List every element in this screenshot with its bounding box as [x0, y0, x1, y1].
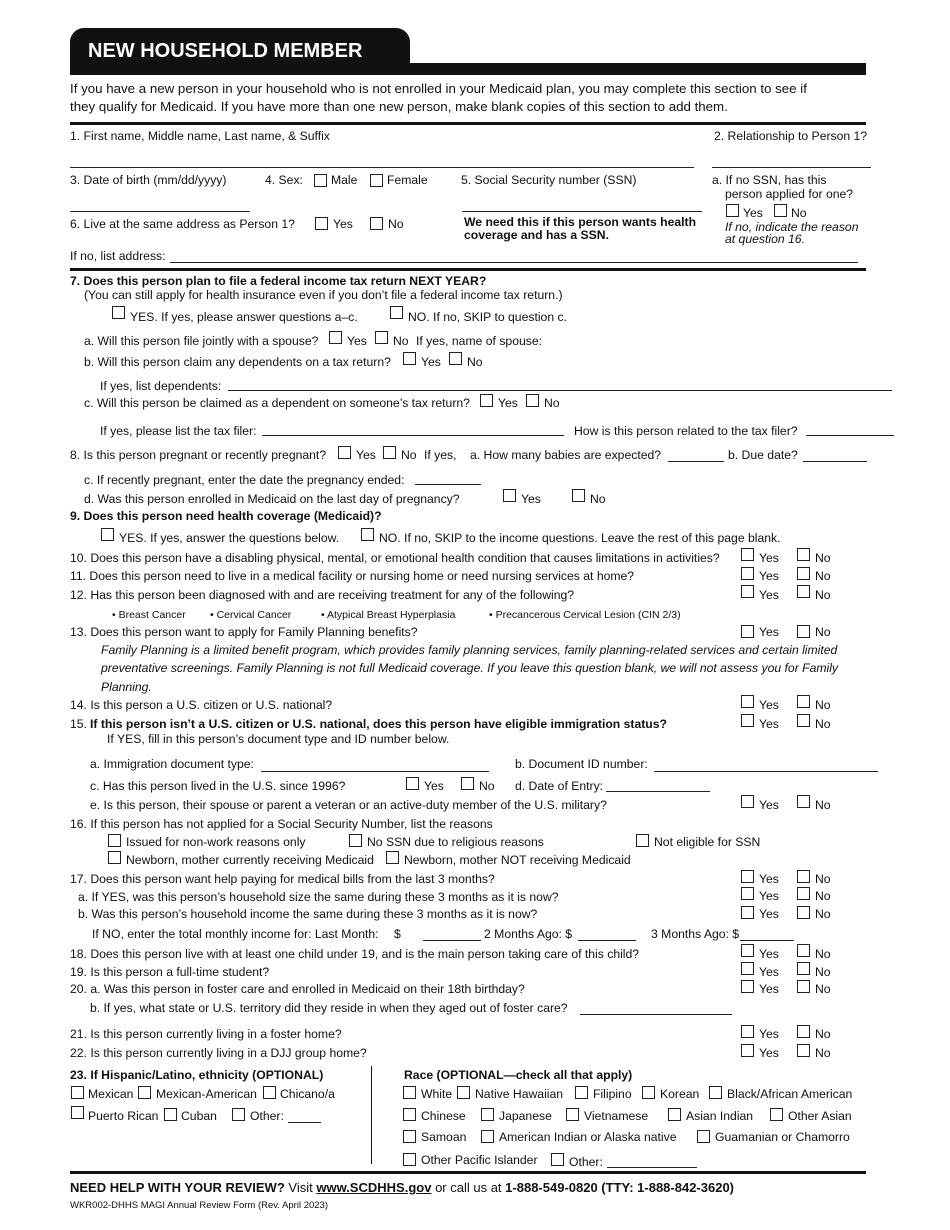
q8d-yes-checkbox[interactable] — [503, 489, 516, 502]
reason-non-work-label: Issued for non-work reasons only — [126, 835, 306, 849]
fp-note-3: Planning. — [101, 680, 152, 694]
chinese-checkbox[interactable] — [403, 1108, 416, 1121]
q13-label: 13. Does this person want to apply for Family Planning benefits? — [70, 625, 418, 639]
q5-label: 5. Social Security number (SSN) — [461, 173, 637, 187]
other-asian-checkbox[interactable] — [770, 1108, 783, 1121]
q9-yes-checkbox[interactable] — [101, 528, 114, 541]
q15-label: If this person isn’t a U.S. citizen or U.S. national, does this person have eligible immigration status? — [90, 717, 667, 731]
q13-yes-label: Yes — [759, 625, 779, 639]
income-3-label: 3 Months Ago: $ — [651, 927, 740, 941]
american-indian-label: American Indian or Alaska native — [499, 1130, 677, 1144]
q19-yes-checkbox[interactable] — [741, 962, 754, 975]
q5a-yes-label: Yes — [743, 206, 763, 220]
white-checkbox[interactable] — [403, 1086, 416, 1099]
footer-rule — [70, 1171, 866, 1174]
reason-religious-checkbox[interactable] — [349, 834, 362, 847]
fp-note-1: Family Planning is a limited benefit program, which provides family planning services, family planning-related services and certain limited — [101, 643, 838, 657]
q22-yes-checkbox[interactable] — [741, 1044, 754, 1057]
q7b-yes-checkbox[interactable] — [403, 352, 416, 365]
q7-no-label: NO. If no, SKIP to question c. — [408, 310, 567, 324]
reason-not-eligible-checkbox[interactable] — [636, 834, 649, 847]
q15b-label: b. Document ID number: — [515, 757, 648, 771]
q21-no-label: No — [815, 1027, 831, 1041]
q7a-yes-label: Yes — [347, 334, 367, 348]
q18-no-checkbox[interactable] — [797, 944, 810, 957]
q14-no-label: No — [815, 698, 831, 712]
q12-no-checkbox[interactable] — [797, 585, 810, 598]
asian-indian-label: Asian Indian — [686, 1109, 754, 1123]
q8-if-yes: If yes, — [424, 448, 457, 462]
q7c-yes-checkbox[interactable] — [480, 394, 493, 407]
native-hawaiian-label: Native Hawaiian — [475, 1087, 564, 1101]
q15a-label: a. Immigration document type: — [90, 757, 254, 771]
website-link[interactable]: www.SCDHHS.gov — [316, 1180, 432, 1195]
q18-label: 18. Does this person live with at least one child under 19, and is the main person taking care of this child? — [70, 947, 640, 961]
reason-newborn-medicaid-checkbox[interactable] — [108, 851, 121, 864]
q7b-no-label: No — [467, 355, 483, 369]
section-rule — [70, 268, 866, 271]
q20a-no-checkbox[interactable] — [797, 980, 810, 993]
filipino-label: Filipino — [593, 1087, 632, 1101]
foster-state-input[interactable] — [580, 1014, 732, 1015]
other-asian-label: Other Asian — [788, 1109, 852, 1123]
q8b-label: b. Due date? — [728, 448, 798, 462]
ssn-input[interactable] — [462, 211, 702, 212]
q10-yes-label: Yes — [759, 551, 779, 565]
q21-yes-label: Yes — [759, 1027, 779, 1041]
q20b-label: b. If yes, what state or U.S. territory did they reside in when they aged out of foster care? — [90, 1001, 568, 1015]
q7a-spouse-label: If yes, name of spouse: — [416, 334, 543, 348]
q7-sub: (You can still apply for health insurance even if you don’t file a federal income tax return.) — [84, 288, 563, 302]
condition-item: • Breast Cancer — [112, 609, 186, 621]
q18-no-label: No — [815, 947, 831, 961]
q15-no-checkbox[interactable] — [797, 714, 810, 727]
q7b-yes-label: Yes — [421, 355, 441, 369]
vietnamese-label: Vietnamese — [584, 1109, 649, 1123]
q7-yes-label: YES. If yes, please answer questions a–c. — [130, 310, 358, 324]
q11-yes-checkbox[interactable] — [741, 567, 754, 580]
address-input[interactable] — [170, 262, 858, 263]
q15c-no-checkbox[interactable] — [461, 777, 474, 790]
form-id: WKR002-DHHS MAGI Annual Review Form (Rev. April 2023) — [70, 1200, 328, 1211]
q5a-label-2: person applied for one? — [725, 187, 854, 201]
document-type-input[interactable] — [261, 771, 489, 772]
address-label: If no, list address: — [70, 249, 166, 263]
q15c-yes-checkbox[interactable] — [406, 777, 419, 790]
q10-label: 10. Does this person have a disabling physical, mental, or emotional health condition that causes limitations in activities? — [70, 551, 720, 565]
q20a-yes-checkbox[interactable] — [741, 980, 754, 993]
q7b-label: b. Will this person claim any dependents on a tax return? — [84, 355, 391, 369]
q8d-label: d. Was this person enrolled in Medicaid on the last day of pregnancy? — [84, 492, 460, 506]
samoan-checkbox[interactable] — [403, 1130, 416, 1143]
q8-no-checkbox[interactable] — [383, 446, 396, 459]
dollar-sign: $ — [394, 927, 401, 941]
q3-label: 3. Date of birth (mm/dd/yyyy) — [70, 173, 227, 187]
name-input[interactable] — [70, 167, 694, 168]
q7c-label: c. Will this person be claimed as a dependent on someone’s tax return? — [84, 396, 470, 410]
q9-no-label: NO. If no, SKIP to the income questions. Leave the rest of this page blank. — [379, 531, 781, 545]
q7c-yes-label: Yes — [498, 396, 518, 410]
q15-no-label: No — [815, 717, 831, 731]
reason-religious-label: No SSN due to religious reasons — [367, 835, 544, 849]
male-checkbox[interactable] — [314, 174, 327, 187]
reason-newborn-medicaid-label: Newborn, mother currently receiving Medicaid — [126, 853, 374, 867]
q5a-yes-checkbox[interactable] — [726, 204, 739, 217]
q17a-yes-label: Yes — [759, 889, 779, 903]
q5a-no-checkbox[interactable] — [774, 204, 787, 217]
babies-input[interactable] — [668, 461, 724, 462]
q17-yes-checkbox[interactable] — [741, 870, 754, 883]
q9-label: 9. Does this person need health coverage (Medicaid)? — [70, 509, 382, 523]
q17-no-checkbox[interactable] — [797, 870, 810, 883]
korean-label: Korean — [660, 1087, 700, 1101]
q15d-label: d. Date of Entry: — [515, 779, 604, 793]
q19-no-checkbox[interactable] — [797, 962, 810, 975]
help-line — [70, 1181, 734, 1195]
q11-label: 11. Does this person need to live in a medical facility or nursing home or need nursing services at home? — [70, 569, 635, 583]
guamanian-label: Guamanian or Chamorro — [715, 1130, 850, 1144]
q22-label: 22. Is this person currently living in a DJJ group home? — [70, 1046, 367, 1060]
chicano-label: Chicano/a — [280, 1087, 335, 1101]
q17b-yes-checkbox[interactable] — [741, 906, 754, 919]
q19-label: 19. Is this person a full-time student? — [70, 965, 270, 979]
q17b-yes-label: Yes — [759, 907, 779, 921]
q9-no-checkbox[interactable] — [361, 528, 374, 541]
q7c-no-label: No — [544, 396, 560, 410]
q8-yes-checkbox[interactable] — [338, 446, 351, 459]
ssn-note-2: coverage and has a SSN. — [464, 228, 609, 242]
q19-no-label: No — [815, 965, 831, 979]
mexican-american-checkbox[interactable] — [138, 1086, 151, 1099]
q15e-no-checkbox[interactable] — [797, 795, 810, 808]
korean-checkbox[interactable] — [642, 1086, 655, 1099]
female-label: Female — [387, 173, 428, 187]
ssn-note-1: We need this if this person wants health — [464, 215, 697, 229]
q4-label: 4. Sex: — [265, 173, 303, 187]
income-2-months-input[interactable] — [578, 940, 636, 941]
guamanian-checkbox[interactable] — [697, 1130, 710, 1143]
q15c-yes-label: Yes — [424, 779, 444, 793]
q8d-yes-label: Yes — [521, 492, 541, 506]
tax-filer-input[interactable] — [262, 435, 564, 436]
condition-item: • Cervical Cancer — [210, 609, 292, 621]
q11-no-checkbox[interactable] — [797, 567, 810, 580]
chicano-checkbox[interactable] — [263, 1086, 276, 1099]
japanese-checkbox[interactable] — [481, 1108, 494, 1121]
q9-yes-label: YES. If yes, answer the questions below. — [119, 531, 340, 545]
condition-item: • Atypical Breast Hyperplasia — [321, 609, 456, 621]
condition-item: • Precancerous Cervical Lesion (CIN 2/3) — [489, 609, 681, 621]
q10-no-checkbox[interactable] — [797, 548, 810, 561]
vietnamese-checkbox[interactable] — [566, 1108, 579, 1121]
dependents-input[interactable] — [228, 390, 892, 391]
document-id-input[interactable] — [654, 771, 878, 772]
pregnancy-end-input[interactable] — [415, 484, 481, 485]
mexican-label: Mexican — [88, 1087, 134, 1101]
q15e-yes-label: Yes — [759, 798, 779, 812]
q7c-filer-label: If yes, please list the tax filer: — [100, 424, 257, 438]
samoan-label: Samoan — [421, 1130, 467, 1144]
q1-label: 1. First name, Middle name, Last name, & Suffix — [70, 129, 330, 143]
female-checkbox[interactable] — [370, 174, 383, 187]
reason-newborn-no-medicaid-label: Newborn, mother NOT receiving Medicaid — [404, 853, 631, 867]
q11-no-label: No — [815, 569, 831, 583]
q7b-no-checkbox[interactable] — [449, 352, 462, 365]
ethnicity-title: 23. If Hispanic/Latino, ethnicity (OPTIONAL) — [70, 1068, 324, 1082]
filer-relation-input[interactable] — [806, 435, 894, 436]
q15-yes-label: Yes — [759, 717, 779, 731]
filipino-checkbox[interactable] — [575, 1086, 588, 1099]
dob-input[interactable] — [70, 211, 250, 212]
page-title: NEW HOUSEHOLD MEMBER — [88, 40, 363, 62]
japanese-label: Japanese — [499, 1109, 552, 1123]
reason-newborn-no-medicaid-checkbox[interactable] — [386, 851, 399, 864]
mexican-checkbox[interactable] — [71, 1086, 84, 1099]
due-date-input[interactable] — [803, 461, 867, 462]
q16-label: 16. If this person has not applied for a Social Security Number, list the reasons — [70, 817, 493, 831]
q17-no-label: No — [815, 872, 831, 886]
male-label: Male — [331, 173, 358, 187]
q11-yes-label: Yes — [759, 569, 779, 583]
q10-yes-checkbox[interactable] — [741, 548, 754, 561]
asian-indian-checkbox[interactable] — [668, 1108, 681, 1121]
q14-label: 14. Is this person a U.S. citizen or U.S. national? — [70, 698, 333, 712]
q17b-no-checkbox[interactable] — [797, 906, 810, 919]
q15-number: 15. — [70, 717, 87, 731]
visit-text: Visit — [288, 1180, 313, 1195]
relationship-input[interactable] — [712, 167, 871, 168]
ethnicity-other-label: Other: — [250, 1109, 284, 1123]
q14-yes-checkbox[interactable] — [741, 695, 754, 708]
q21-yes-checkbox[interactable] — [741, 1025, 754, 1038]
q8c-label: c. If recently pregnant, enter the date the pregnancy ended: — [84, 473, 405, 487]
q5a-label-1: a. If no SSN, has this — [712, 173, 827, 187]
q17a-no-checkbox[interactable] — [797, 887, 810, 900]
mexican-american-label: Mexican-American — [156, 1087, 257, 1101]
q18-yes-label: Yes — [759, 947, 779, 961]
q7-label: 7. Does this person plan to file a federal income tax return NEXT YEAR? — [70, 274, 487, 288]
q6-yes-label: Yes — [333, 217, 353, 231]
q21-no-checkbox[interactable] — [797, 1025, 810, 1038]
q15e-yes-checkbox[interactable] — [741, 795, 754, 808]
puerto-rican-label: Puerto Rican — [88, 1109, 159, 1123]
q14-no-checkbox[interactable] — [797, 695, 810, 708]
other-pacific-label: Other Pacific Islander — [421, 1153, 538, 1167]
q20a-yes-label: Yes — [759, 982, 779, 996]
q8-no-label: No — [401, 448, 417, 462]
q12-no-label: No — [815, 588, 831, 602]
q10-no-label: No — [815, 551, 831, 565]
q21-label: 21. Is this person currently living in a foster home? — [70, 1027, 342, 1041]
q14-yes-label: Yes — [759, 698, 779, 712]
q7a-label: a. Will this person file jointly with a spouse? — [84, 334, 319, 348]
q6-no-label: No — [388, 217, 404, 231]
q7b-list-label: If yes, list dependents: — [100, 379, 222, 393]
q17a-yes-checkbox[interactable] — [741, 887, 754, 900]
q17-yes-label: Yes — [759, 872, 779, 886]
reason-not-eligible-label: Not eligible for SSN — [654, 835, 761, 849]
income-2-label: 2 Months Ago: $ — [484, 927, 573, 941]
q17-label: 17. Does this person want help paying for medical bills from the last 3 months? — [70, 872, 495, 886]
q6-yes-checkbox[interactable] — [315, 217, 328, 230]
q8d-no-label: No — [590, 492, 606, 506]
entry-date-input[interactable] — [606, 791, 710, 792]
q20a-no-label: No — [815, 982, 831, 996]
ethnicity-other-checkbox[interactable] — [232, 1108, 245, 1121]
q18-yes-checkbox[interactable] — [741, 944, 754, 957]
intro-line-2: they qualify for Medicaid. If you have more than one new person, make blank copies of this section to add them. — [70, 99, 728, 114]
race-title: Race (OPTIONAL—check all that apply) — [404, 1068, 633, 1082]
q8-yes-label: Yes — [356, 448, 376, 462]
q5a-note-2: at question 16. — [725, 232, 805, 246]
q12-yes-checkbox[interactable] — [741, 585, 754, 598]
call-text: or call us at — [435, 1180, 502, 1195]
q19-yes-label: Yes — [759, 965, 779, 979]
phone-number: 1-888-549-0820 (TTY: 1-888-842-3620) — [505, 1180, 735, 1195]
q8d-no-checkbox[interactable] — [572, 489, 585, 502]
fp-note-2: preventative screenings. Family Planning is not full Medicaid coverage. If you leave this question blank, we will not assess you for Family — [101, 661, 839, 675]
q7a-no-label: No — [393, 334, 409, 348]
q15e-no-label: No — [815, 798, 831, 812]
puerto-rican-checkbox[interactable] — [71, 1106, 84, 1119]
ethnicity-other-input[interactable] — [288, 1122, 321, 1123]
q5a-note-1: If no, indicate the reason — [725, 220, 859, 234]
cuban-checkbox[interactable] — [164, 1108, 177, 1121]
white-label: White — [421, 1087, 453, 1101]
cuban-label: Cuban — [181, 1109, 217, 1123]
black-label: Black/African American — [727, 1087, 853, 1101]
race-other-label: Other: — [569, 1155, 603, 1169]
q15-sub: If YES, fill in this person’s document type and ID number below. — [107, 732, 450, 746]
american-indian-checkbox[interactable] — [481, 1130, 494, 1143]
q17b-label: b. Was this person’s household income the same during these 3 months as it is now? — [78, 907, 538, 921]
other-pacific-checkbox[interactable] — [403, 1153, 416, 1166]
q12-label: 12. Has this person been diagnosed with and are receiving treatment for any of the following? — [70, 588, 575, 602]
header-rule — [410, 63, 866, 75]
q22-no-label: No — [815, 1046, 831, 1060]
help-heading: NEED HELP WITH YOUR REVIEW? — [70, 1180, 285, 1195]
q22-no-checkbox[interactable] — [797, 1044, 810, 1057]
income-3-months-input[interactable] — [740, 940, 794, 941]
q6-label: 6. Live at the same address as Person 1? — [70, 217, 295, 231]
race-other-checkbox[interactable] — [551, 1153, 564, 1166]
q17b-no-label: No — [815, 907, 831, 921]
q15e-label: e. Is this person, their spouse or parent a veteran or an active-duty member of the U.S. military? — [90, 798, 607, 812]
q7c-no-checkbox[interactable] — [526, 394, 539, 407]
chinese-label: Chinese — [421, 1109, 466, 1123]
q7-no-checkbox[interactable] — [390, 306, 403, 319]
q20a-label: 20. a. Was this person in foster care and enrolled in Medicaid on their 18th birthday? — [70, 982, 525, 996]
intro-line-1: If you have a new person in your household who is not enrolled in your Medicaid plan, you may complete this section to see if — [70, 81, 807, 96]
income-last-month-input[interactable] — [423, 940, 481, 941]
native-hawaiian-checkbox[interactable] — [457, 1086, 470, 1099]
q7a-yes-checkbox[interactable] — [329, 331, 342, 344]
q6-no-checkbox[interactable] — [370, 217, 383, 230]
reason-non-work-checkbox[interactable] — [108, 834, 121, 847]
q13-yes-checkbox[interactable] — [741, 625, 754, 638]
q17a-label: a. If YES, was this person’s household size the same during these 3 months as it is now? — [78, 890, 559, 904]
q15c-label: c. Has this person lived in the U.S. since 1996? — [90, 779, 346, 793]
q2-label: 2. Relationship to Person 1? — [714, 129, 868, 143]
q13-no-checkbox[interactable] — [797, 625, 810, 638]
q17a-no-label: No — [815, 889, 831, 903]
race-other-input[interactable] — [607, 1167, 697, 1168]
q13-no-label: No — [815, 625, 831, 639]
column-divider — [371, 1066, 372, 1164]
q15-yes-checkbox[interactable] — [741, 714, 754, 727]
income-last-label: If NO, enter the total monthly income for: Last Month: — [92, 927, 379, 941]
q5a-no-label: No — [791, 206, 807, 220]
q7-yes-checkbox[interactable] — [112, 306, 125, 319]
q22-yes-label: Yes — [759, 1046, 779, 1060]
q8a-label: a. How many babies are expected? — [470, 448, 662, 462]
intro-rule — [70, 122, 866, 125]
q7a-no-checkbox[interactable] — [375, 331, 388, 344]
q12-yes-label: Yes — [759, 588, 779, 602]
black-checkbox[interactable] — [709, 1086, 722, 1099]
q7c-related-label: How is this person related to the tax filer? — [574, 424, 798, 438]
q8-label: 8. Is this person pregnant or recently pregnant? — [70, 448, 327, 462]
q15c-no-label: No — [479, 779, 495, 793]
